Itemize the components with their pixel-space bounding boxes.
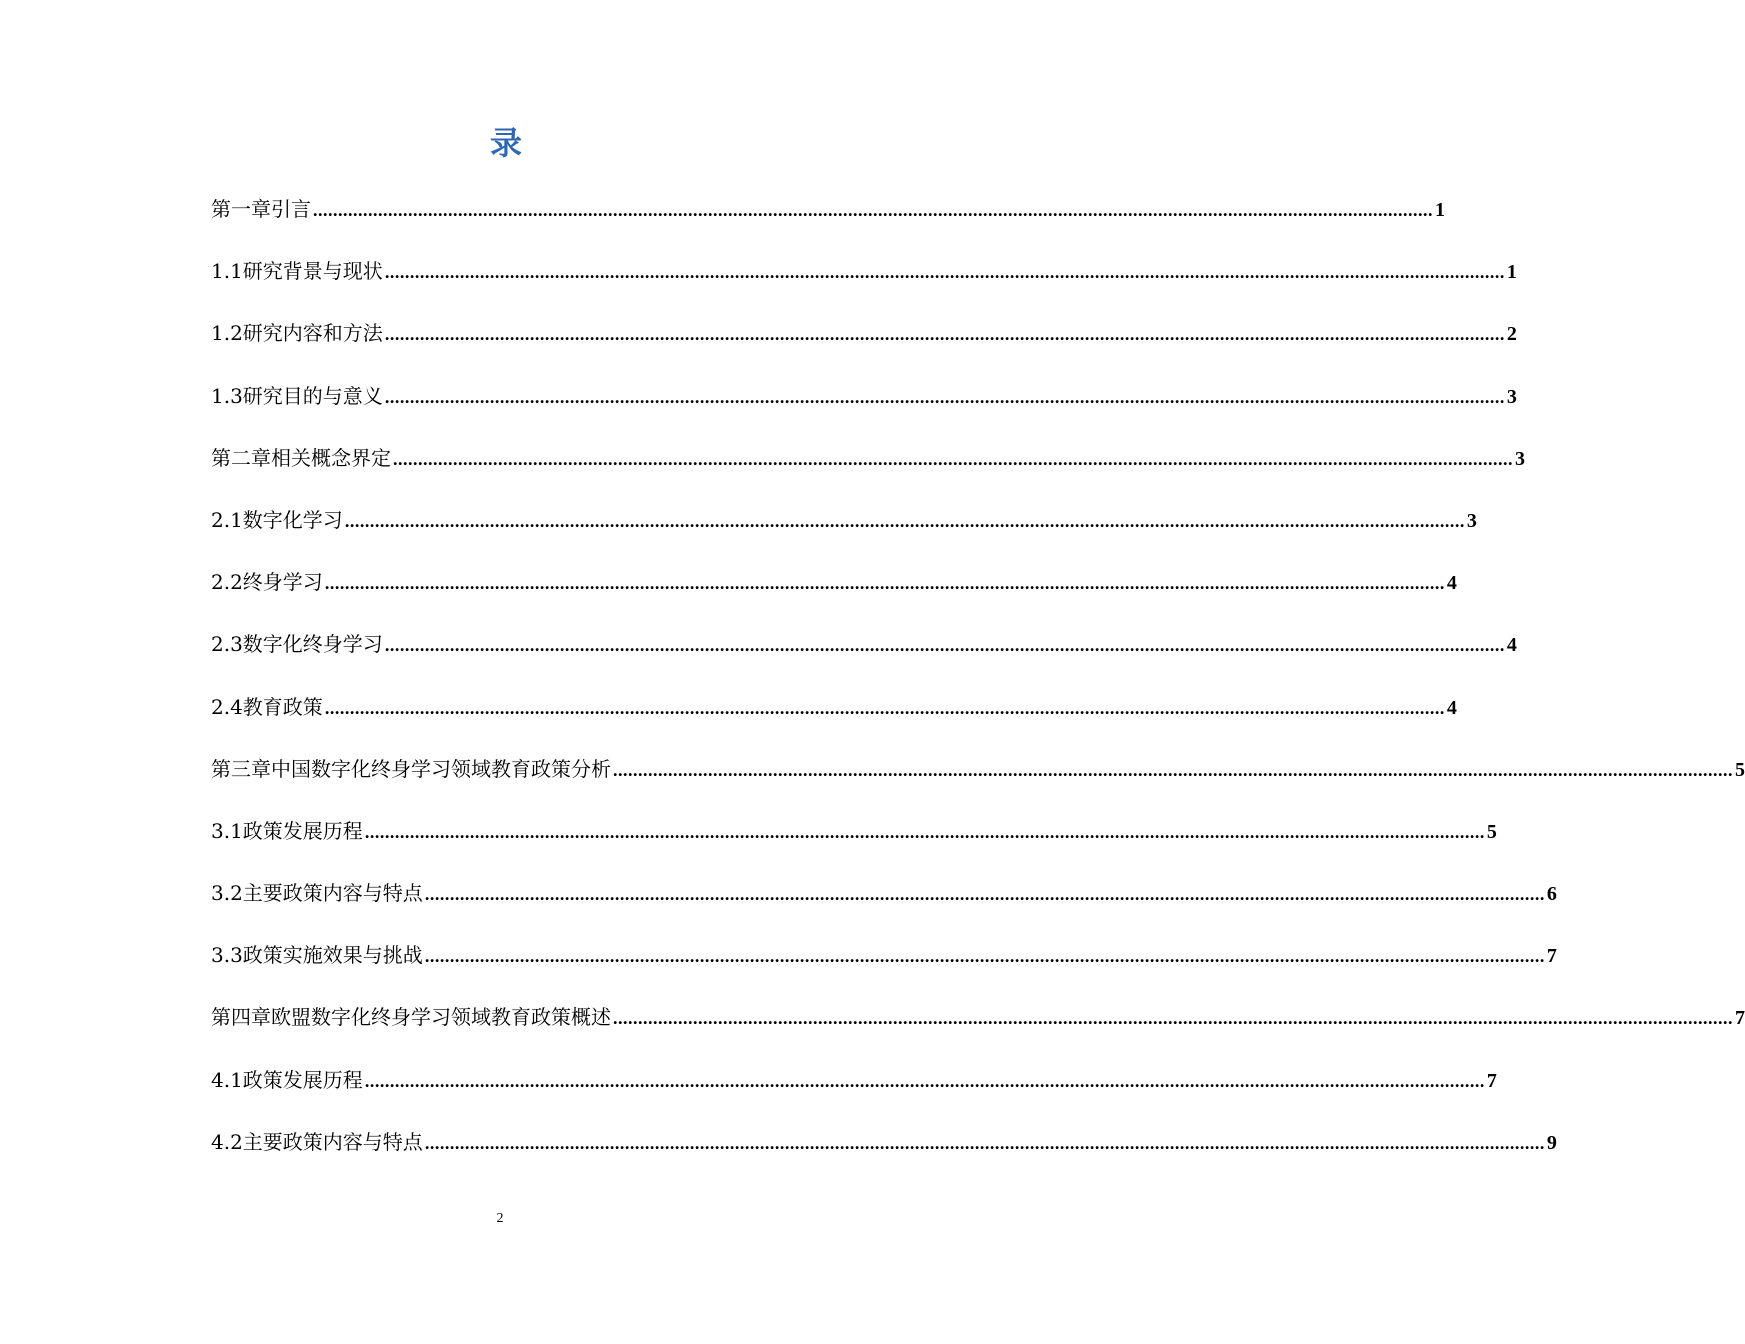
toc-entry-text: 1.2研究内容和方法: [211, 321, 383, 346]
toc-page-number: 3: [1466, 509, 1477, 532]
toc-page-number: 4: [1446, 572, 1457, 595]
toc-page-number: 5: [1486, 820, 1497, 843]
toc-page-number: 4: [1446, 696, 1457, 719]
toc-page-number: 2: [1506, 323, 1517, 346]
toc-leader-dots: ................................................................................................................................................................................................................................: [344, 510, 1465, 531]
toc-leader-dots: ................................................................................................................................................................................................................................: [424, 884, 1545, 905]
toc-entry-3-1[interactable]: [211, 809, 1497, 871]
toc-entry-text: 3.1政策发展历程: [211, 818, 363, 843]
toc-entry-chapter-3[interactable]: [211, 747, 1745, 809]
toc-entry-text: 第二章相关概念界定: [211, 445, 391, 470]
toc-entry-text: 1.1研究背景与现状: [211, 259, 383, 284]
toc-entry-text: 2.1数字化学习: [211, 507, 343, 532]
toc-title: 录: [489, 124, 522, 162]
toc-page-number: 7: [1486, 1069, 1497, 1092]
toc-leader-dots: ................................................................................................................................................................................................................................: [393, 448, 1513, 469]
toc-page-number: 9: [1546, 1131, 1557, 1154]
toc-page-number: 5: [1735, 758, 1745, 781]
toc-entry-text: 1.3研究目的与意义: [211, 383, 383, 408]
toc-leader-dots: ................................................................................................................................................................................................................................: [384, 262, 1505, 283]
toc-entry-text: 3.3政策实施效果与挑战: [211, 943, 423, 968]
toc-page-number: 7: [1546, 945, 1557, 968]
toc-page-number: 1: [1435, 199, 1445, 221]
toc-entry-chapter-2[interactable]: [211, 436, 1525, 498]
toc-entry-text: 3.2主要政策内容与特点: [211, 881, 423, 906]
toc-entry-1-2[interactable]: [211, 311, 1517, 373]
toc-entry-1-3[interactable]: [211, 374, 1517, 436]
toc-entry-text: 2.2终身学习: [211, 570, 323, 595]
toc-entry-text: 4.1政策发展历程: [211, 1067, 363, 1092]
toc-page-number: 3: [1506, 385, 1517, 408]
toc-leader-dots: ................................................................................................................................................................................................................................: [364, 821, 1485, 842]
toc-page-number: 1: [1506, 261, 1517, 284]
toc-entry-text: 第四章欧盟数字化终身学习领域教育政策概述: [211, 1005, 611, 1030]
toc-entry-chapter-4[interactable]: [211, 995, 1745, 1057]
toc-leader-dots: ................................................................................................................................................................................................................................: [324, 697, 1445, 718]
toc-entry-1-1[interactable]: [211, 249, 1517, 311]
toc-entry-4-2[interactable]: [211, 1120, 1557, 1182]
toc-page-number: 4: [1506, 634, 1517, 657]
toc-leader-dots: ................................................................................................................................................................................................................................: [424, 1132, 1545, 1153]
toc-leader-dots: ................................................................................................................................................................................................................................: [613, 759, 1733, 780]
toc-entry-2-4[interactable]: [211, 685, 1457, 747]
toc-entry-chapter-1[interactable]: [211, 187, 1445, 249]
toc-entry-2-3[interactable]: [211, 622, 1517, 684]
toc-entry-3-2[interactable]: [211, 871, 1557, 933]
toc-leader-dots: ................................................................................................................................................................................................................................: [613, 1008, 1733, 1029]
toc-entry-text: 2.3数字化终身学习: [211, 632, 383, 657]
page-number-footer: 2: [496, 1211, 504, 1226]
toc-leader-dots: ................................................................................................................................................................................................................................: [384, 635, 1505, 656]
toc-entry-text: 第一章引言: [211, 197, 311, 221]
toc-entry-text: 第三章中国数字化终身学习领域教育政策分析: [211, 756, 611, 781]
toc-entry-4-1[interactable]: [211, 1058, 1497, 1120]
toc-leader-dots: ................................................................................................................................................................................................................................: [384, 386, 1505, 407]
toc-leader-dots: ................................................................................................................................................................................................................................: [324, 573, 1445, 594]
toc-entry-2-2[interactable]: [211, 560, 1457, 622]
toc-page-number: 7: [1735, 1007, 1745, 1030]
toc-leader-dots: ................................................................................................................................................................................................................................: [384, 324, 1505, 345]
toc-page-number: 6: [1546, 883, 1557, 906]
toc-leader-dots: ................................................................................................................................................................................................................................: [364, 1070, 1485, 1091]
toc-page-number: 3: [1515, 447, 1525, 470]
toc-leader-dots: ................................................................................................................................................................................................................................: [313, 200, 1433, 220]
toc-entry-text: 4.2主要政策内容与特点: [211, 1129, 423, 1154]
toc-leader-dots: ................................................................................................................................................................................................................................: [424, 946, 1545, 967]
table-of-contents: [211, 187, 1745, 1182]
toc-entry-2-1[interactable]: [211, 498, 1477, 560]
toc-entry-3-3[interactable]: [211, 933, 1557, 995]
toc-entry-text: 2.4教育政策: [211, 694, 323, 719]
